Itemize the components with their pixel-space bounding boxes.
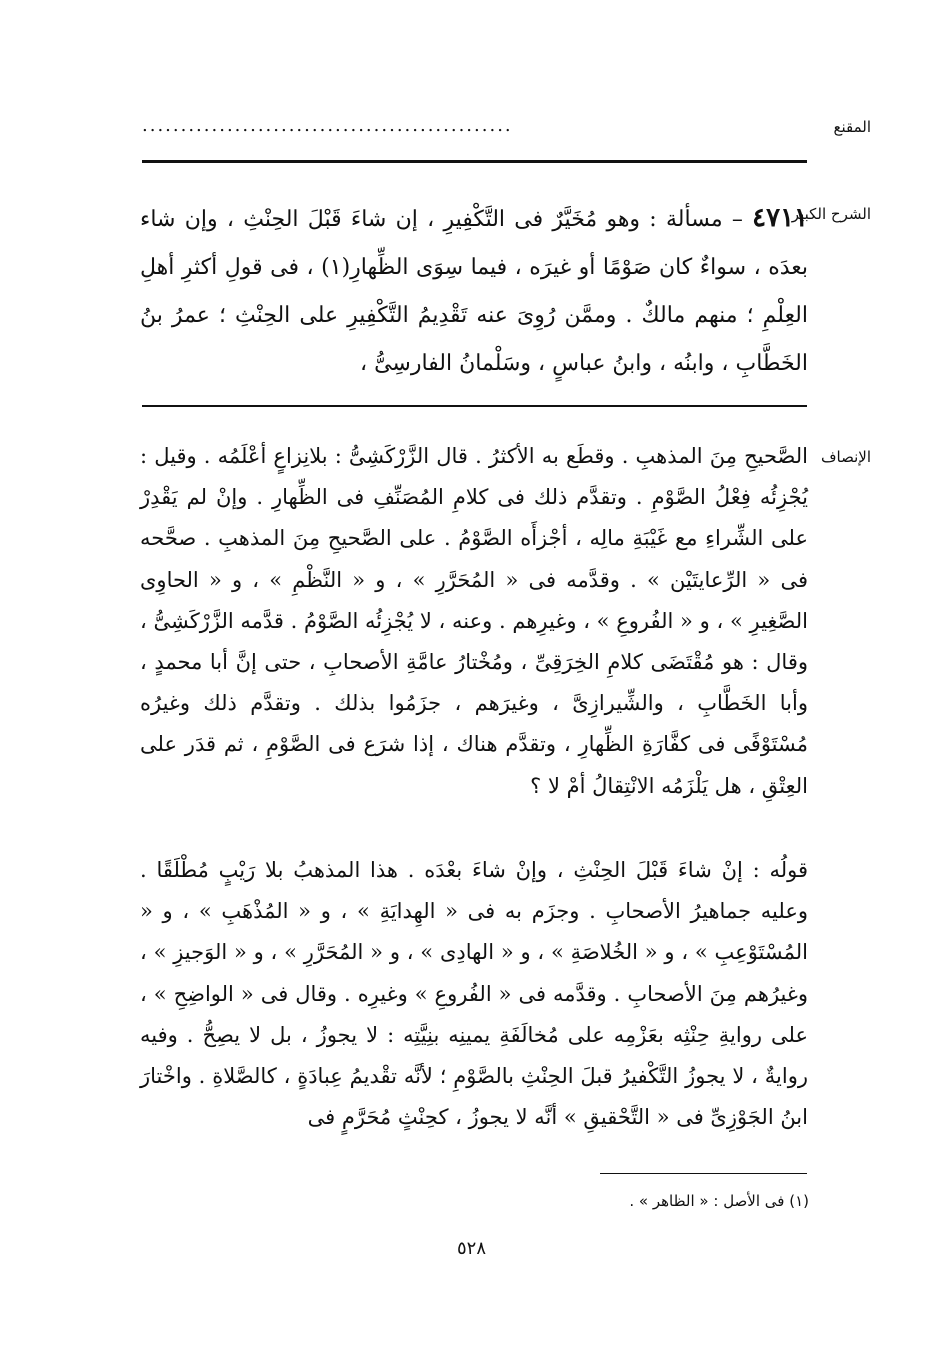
section-divider	[142, 405, 807, 407]
insaf-paragraph-2: قولُه : إنْ شاءَ قَبْلَ الحِنْثِ ، وإنْ شاءَ بعْدَه . هذا المذهبُ بلا رَيْبٍ مُطْلَقًا . وعليه جماهيرُ الأصحابِ . وجزَم به فى « الهِدايَةِ » ، و « المُذْهَبِ » ، و « المُسْتَوْعِبِ » ، و « الخُلاصَةِ » ، و « الهادِى » ، و « المُحَرَّرِ » ، و « الوَجيزِ » ، وغيرُهم مِنَ الأصحابِ . وقدَّمه فى « الفُروعِ » وغيرِه . وقال فى « الواضِحِ » ، على روايةِ حِنْثِه بعَزْمِه على مُخالَفَةِ يمينِه بنِيَّتِه : لا يجوزُ ، بل لا يصِحُّ . وفيه روايةٌ ، لا يجوزُ التَّكْفيرُ قبلَ الحِنْثِ بالصَّوْمِ ؛ لأنَّه تقْديمُ عِبادَةٍ ، كالصَّلاةِ . واخْتارَ ابنُ الجَوْزِىِّ فى « التَّحْقيقِ » أنَّه لا يجوزُ ، كحِنْثٍ مُحَرَّمٍ فى	[140, 858, 808, 1130]
sharh-label: الشرح الكبير	[791, 205, 871, 223]
sharh-paragraph	[140, 194, 808, 388]
footnote: (١) فى الأصل : « الظاهر » .	[629, 1192, 809, 1210]
header-rule	[142, 160, 807, 163]
insaf-text-block-2	[140, 850, 808, 1138]
insaf-text-block-1	[140, 436, 808, 807]
header-label: المقنع	[833, 118, 871, 136]
sharh-text-block	[140, 194, 808, 388]
issue-number: ٤٧١١	[752, 203, 809, 233]
sharh-body: – مسألة : وهو مُخَيَّرٌ فى التَّكْفِيرِ ، إن شاءَ قَبْلَ الحِنْثِ ، وإن شاء بعدَه ، سواءٌ كان صَوْمًا أو غيرَه ، فيما سِوَى الظِّهارِ(١) ، فى قولِ أكثرِ أهلِ العِلْمِ ؛ منهم مالكٌ . وممَّن رُوِىَ عنه تَقْدِيمُ التَّكْفِيرِ على الحِنْثِ ؛ عمرُ بنُ الخَطَّابِ ، وابنُه ، وابنُ عباسٍ ، وسَلْمانُ الفارسِىُّ ،	[140, 207, 809, 376]
footnote-rule	[600, 1173, 807, 1174]
header-dotted-leader: ................................................	[142, 116, 513, 136]
page-number: ٥٢٨	[456, 1238, 486, 1259]
insaf-label: الإنصاف	[820, 448, 871, 466]
insaf-paragraph-1: الصَّحيحِ مِنَ المذهبِ . وقطَع به الأكثرُ . قال الزَّرْكَشِىُّ : بلانِزاعٍ أعْلَمُه . وقيل : يُجْزِئُه فِعْلُ الصَّوْمِ . وتقدَّم ذلك فى كلامِ المُصَنِّفِ فى الظِّهارِ . وإنْ لم يَقْدِرْ على الشِّراءِ مع غَيْبَةِ مالِه ، أجْزأَه الصَّوْمُ . على الصَّحيحِ مِنَ المذهبِ . صحَّحه فى « الرِّعايتَيْن » . وقدَّمه فى « المُحَرَّرِ » ، و « النَّظْمِ » ، و « الحاوِى الصَّغِيرِ » ، و « الفُروعِ » ، وغيرِهم . وعنه ، لا يُجْزِئُه الصَّوْمُ . قدَّمه الزَّرْكَشِىُّ ، وقال : هو مُقْتَضَى كلامِ الخِرَقِىِّ ، ومُخْتارُ عامَّةِ الأصحابِ ، حتى إنَّ أبا محمدٍ ، وأبا الخَطَّابِ ، والشِّيرازِىَّ ، وغيرَهم ، جزَمُوا بذلك . وتقدَّم ذلك وغيرُه مُسْتَوْفًى فى كفَّارَةِ الظِّهارِ ، وتقدَّم هناك ، إذا شرَع فى الصَّوْمِ ، ثم قدَر على العِتْقِ ، هل يَلْزَمُه الانْتِقالُ أمْ لا ؟	[140, 444, 808, 798]
